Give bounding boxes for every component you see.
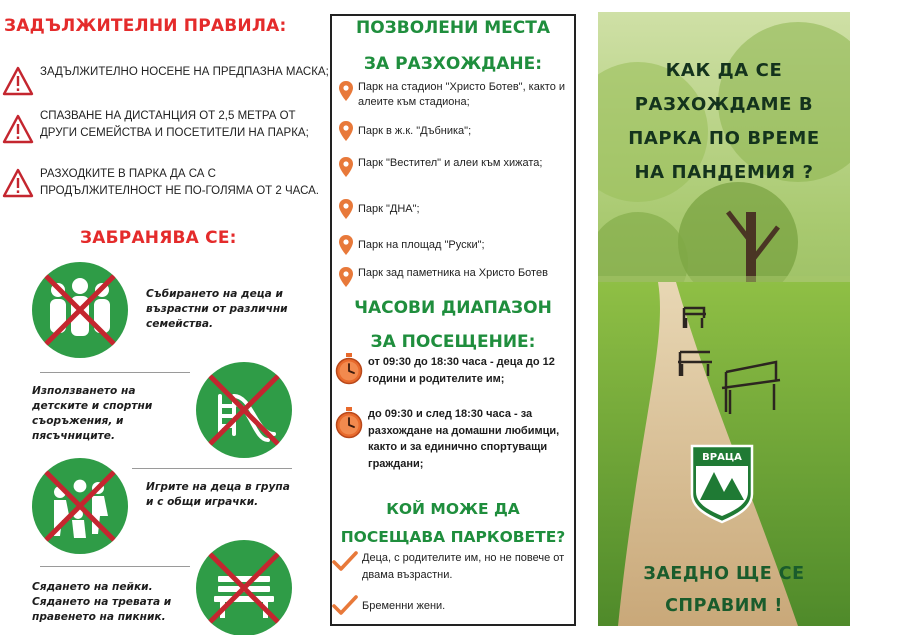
logo-text: ВРАЦА [702, 452, 742, 463]
divider [40, 566, 190, 567]
hours-heading-2: ЗА ПОСЕЩЕНИЕ: [370, 332, 536, 352]
closing-slogan: ЗАЕДНО ЩЕ СЕ СПРАВИМ ! [643, 564, 805, 616]
map-pin-icon [338, 156, 354, 178]
checkmark-icon [332, 594, 358, 616]
map-pin-icon [338, 266, 354, 288]
park-title: КАК ДА СЕ РАЗХОЖДАМЕ В ПАРКА ПО ВРЕМЕ НА ПАНДЕМИЯ ? [628, 60, 820, 183]
hours-heading: ЧАСОВИ ДИАПАЗОН [354, 298, 552, 318]
place-item [338, 120, 572, 160]
hours-text: от 09:30 до 18:30 часа - деца до 12 години и родителите им; [368, 356, 555, 385]
place-text: Парк на площад "Руски"; [358, 239, 485, 251]
rule-text: ЗАДЪЛЖИТЕЛНО НОСЕНЕ НА ПРЕДПАЗНА МАСКА; [40, 66, 329, 78]
no-gathering-icon [32, 262, 128, 358]
place-item [338, 198, 572, 238]
rule-item [0, 166, 330, 216]
no-group-games-icon [32, 458, 128, 554]
who-text: Бременни жени. [362, 600, 446, 612]
rule-item [0, 108, 330, 158]
divider [40, 372, 190, 373]
warning-icon [2, 114, 34, 144]
who-heading-2: ПОСЕЩАВА ПАРКОВЕТЕ? [340, 528, 566, 546]
places-heading: ПОЗВОЛЕНИ МЕСТА [355, 18, 551, 38]
forbidden-text: Събирането на деца и възрастни от различни семейства. [146, 288, 288, 330]
forbidden-heading: ЗАБРАНЯВА СЕ: [80, 228, 237, 248]
rules-heading: ЗАДЪЛЖИТЕЛНИ ПРАВИЛА: [4, 16, 287, 36]
forbidden-text: Сядането на пейки. Сядането на тревата и правенето на пикник. [32, 581, 172, 623]
hours-text: до 09:30 и след 18:30 часа - за разхождане на домашни любимци, както и за единично спортуващи граждани; [368, 408, 560, 470]
who-text: Деца, с родителите им, но не повече от двама възрастни. [362, 552, 565, 581]
place-text: Парк "Вестител" и алеи към хижата; [358, 157, 543, 169]
no-playground-icon [196, 362, 292, 458]
checkmark-icon [332, 550, 358, 572]
divider [132, 468, 292, 469]
map-pin-icon [338, 120, 354, 142]
rule-text: РАЗХОДКИТЕ В ПАРКА ДА СА С ПРОДЪЛЖИТЕЛНОСТ НЕ ПО-ГОЛЯМА ОТ 2 ЧАСА. [40, 168, 319, 197]
place-item [338, 156, 572, 196]
place-text: Парк "ДНА"; [358, 203, 420, 215]
rules-column [0, 0, 330, 635]
place-text: Парк зад паметника на Христо Ботев [358, 267, 548, 279]
warning-icon [2, 66, 34, 96]
vratsa-coat-of-arms-icon [686, 442, 758, 524]
map-pin-icon [338, 80, 354, 102]
no-bench-icon [196, 540, 292, 635]
stopwatch-icon [334, 352, 364, 386]
place-text: Парк на стадион "Христо Ботев", както и алеите към стадиона; [358, 81, 566, 108]
stopwatch-icon [334, 406, 364, 440]
warning-icon [2, 168, 34, 198]
forbidden-text: Игрите на деца в група и с общи играчки. [146, 481, 290, 508]
map-pin-icon [338, 198, 354, 220]
places-heading-2: ЗА РАЗХОЖДАНЕ: [363, 54, 543, 74]
forbidden-text: Използването на детските и спортни съоръжения, и пясъчниците. [32, 385, 153, 442]
place-item [338, 80, 572, 120]
map-pin-icon [338, 234, 354, 256]
rule-text: СПАЗВАНЕ НА ДИСТАНЦИЯ ОТ 2,5 МЕТРА ОТ ДРУГИ СЕМЕЙСТВА И ПОСЕТИТЕЛИ НА ПАРКА; [40, 110, 309, 139]
rule-item [0, 64, 330, 114]
info-column [330, 14, 576, 626]
park-panel [598, 12, 850, 626]
who-heading: КОЙ МОЖЕ ДА [386, 500, 520, 518]
place-text: Парк в ж.к. "Дъбника"; [358, 125, 472, 137]
